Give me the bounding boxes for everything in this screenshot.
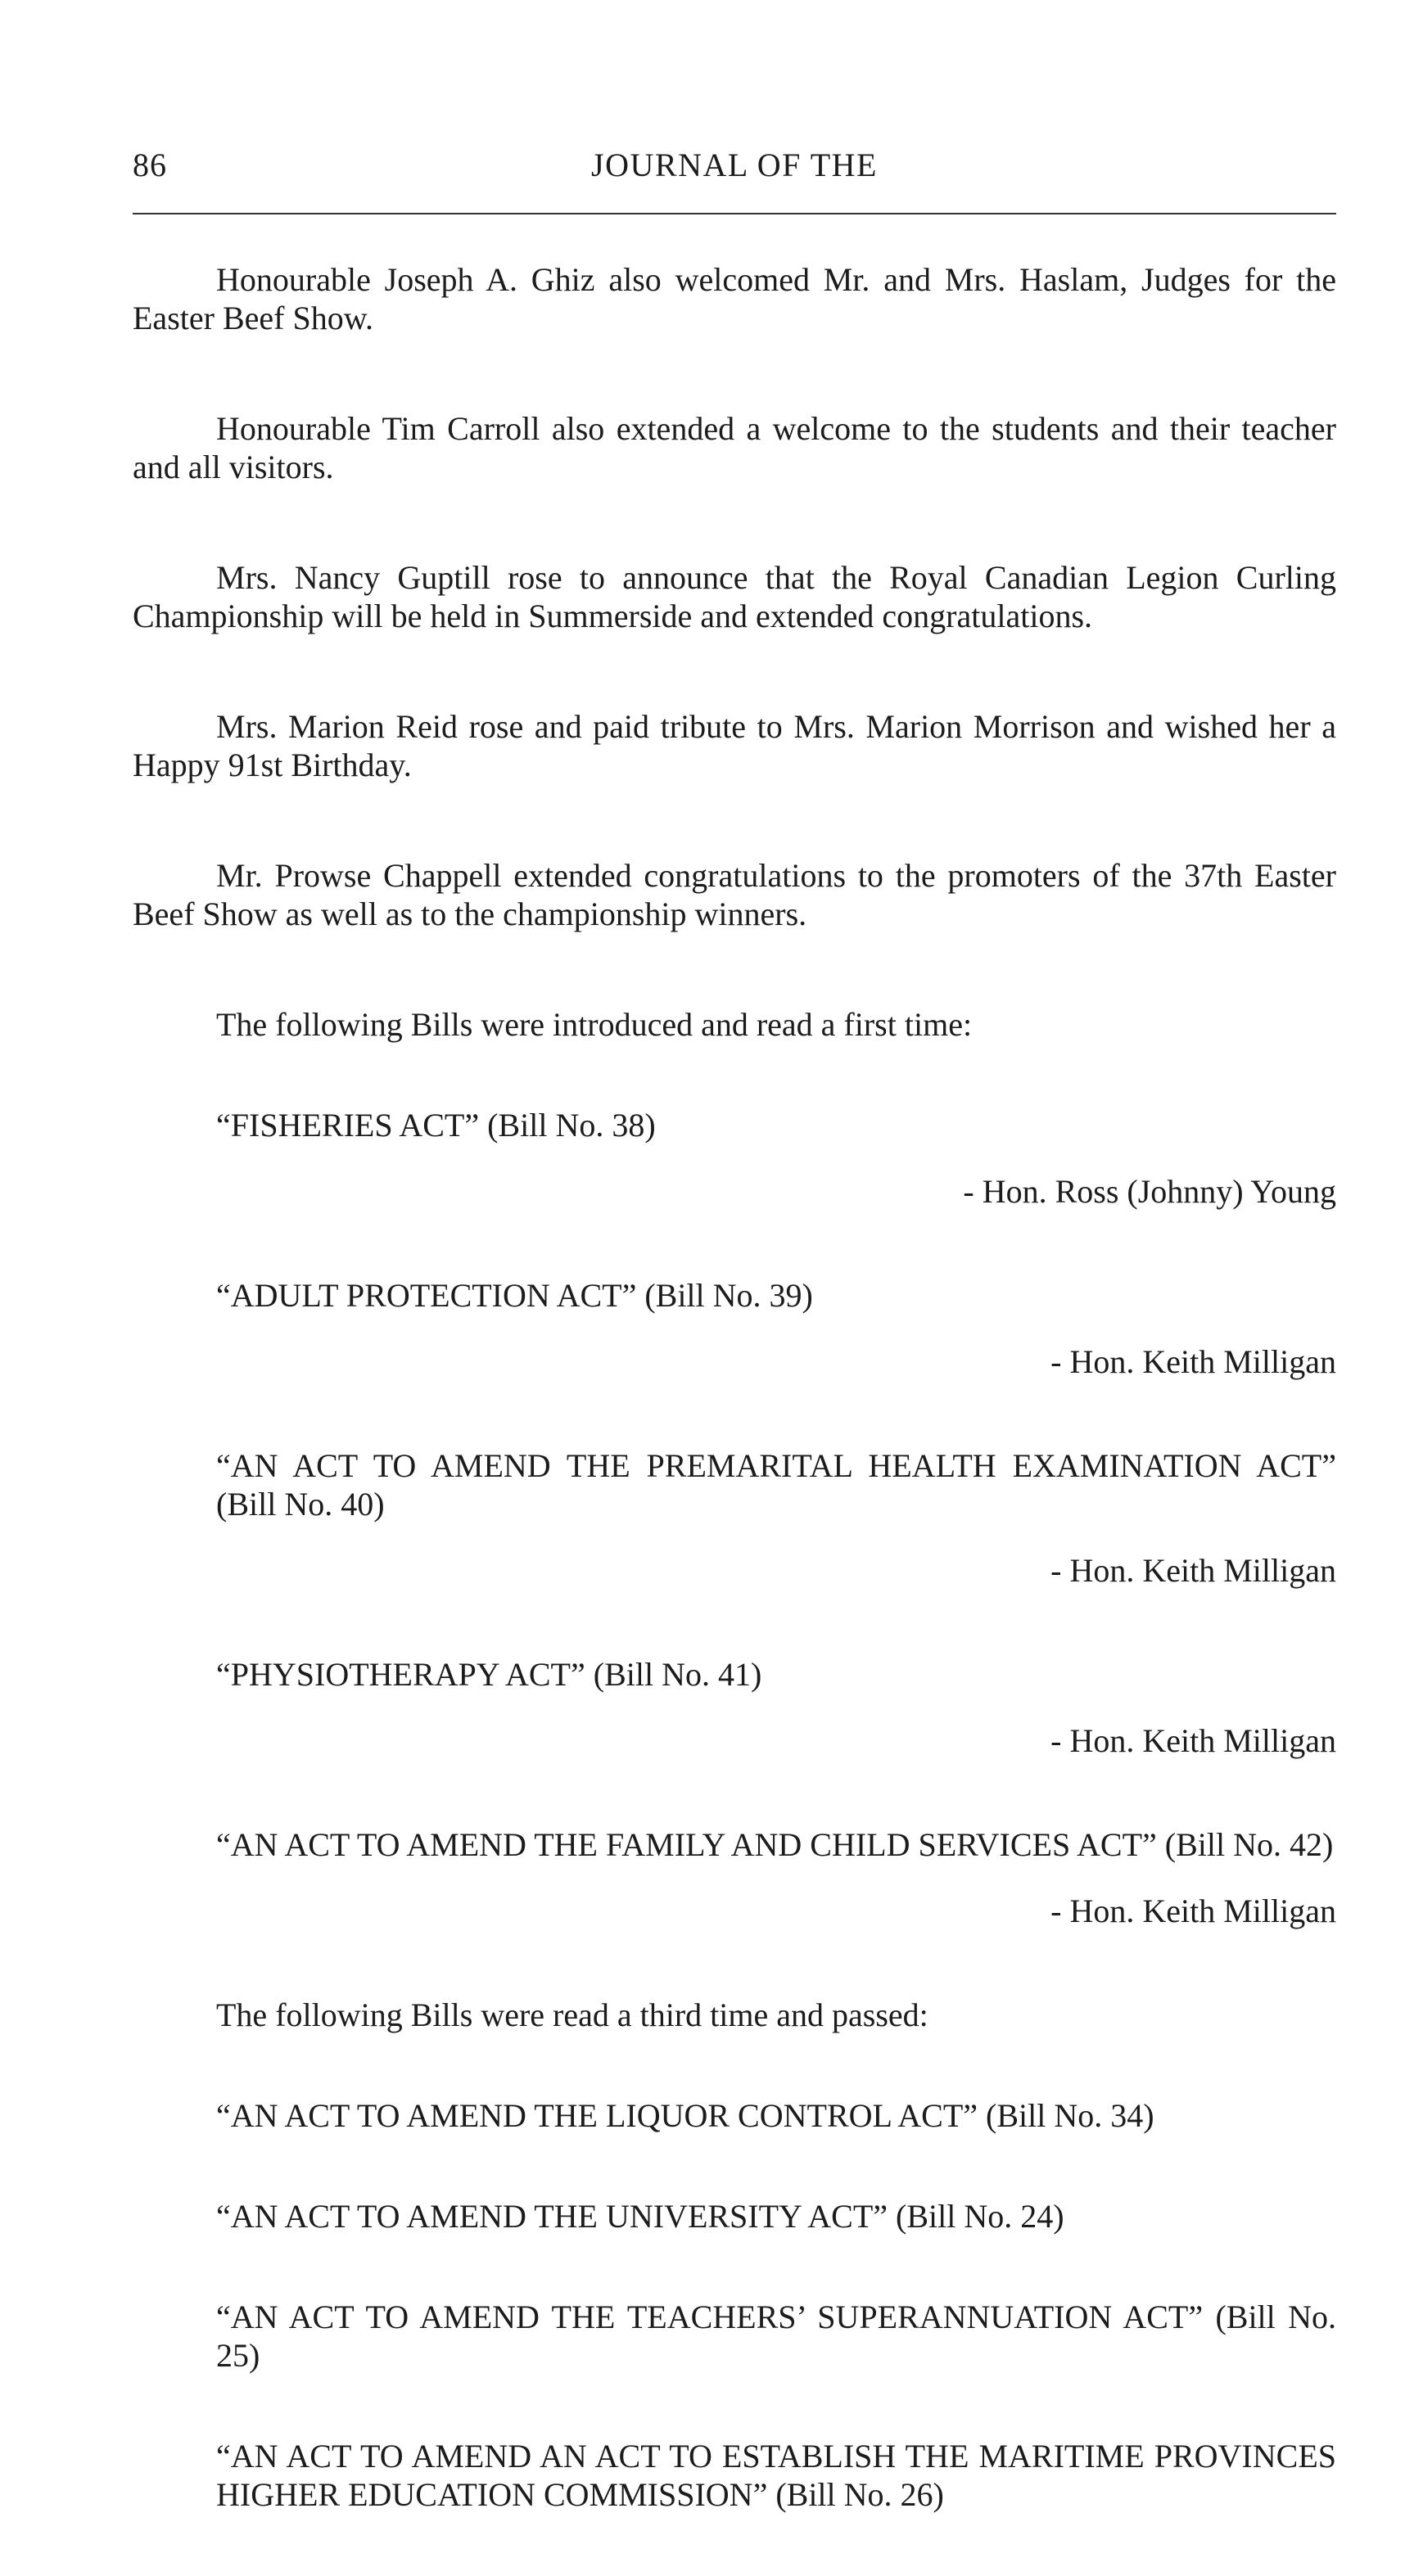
bill-title: “AN ACT TO AMEND AN ACT TO ESTABLISH THE MARITIME PROVINCES HIGHER EDUCATION COMMISSION” (Bill No. 26)	[216, 2438, 1336, 2513]
paragraph-chappell-congratulations: Mr. Prowse Chappell extended congratulations to the promoters of the 37th Easter Beef Show as well as to the championship winners.	[133, 857, 1336, 932]
paragraph-carroll-welcome: Honourable Tim Carroll also extended a welcome to the students and their teacher and all visitors.	[133, 410, 1336, 485]
header-rule	[133, 213, 1336, 214]
page-number: 86	[133, 147, 167, 183]
first-reading-intro: The following Bills were introduced and read a first time:	[216, 1006, 973, 1043]
paragraph-ghiz-welcome: Honourable Joseph A. Ghiz also welcomed Mr. and Mrs. Haslam, Judges for the Easter Beef Show.	[133, 261, 1336, 336]
journal-page	[133, 0, 1336, 2513]
third-reading-bill-list	[133, 2096, 1336, 2514]
paragraph-guptill-announcement: Mrs. Nancy Guptill rose to announce that the Royal Canadian Legion Curling Championship will be held in Summerside and extended congratulations.	[133, 559, 1336, 634]
bill-title: “AN ACT TO AMEND THE TEACHERS’ SUPERANNUATION ACT” (Bill No. 25)	[216, 2299, 1336, 2374]
bill-title: “AN ACT TO AMEND THE PREMARITAL HEALTH EXAMINATION ACT” (Bill No. 40)	[216, 1447, 1336, 1523]
bill-title: “PHYSIOTHERAPY ACT” (Bill No. 41)	[216, 1656, 762, 1693]
paragraph-reid-tribute: Mrs. Marion Reid rose and paid tribute to Mrs. Marion Morrison and wished her a Happy 91st Birthday.	[133, 708, 1336, 783]
bill-title: “AN ACT TO AMEND THE FAMILY AND CHILD SERVICES ACT” (Bill No. 42)	[216, 1826, 1334, 1863]
running-head	[133, 146, 1336, 192]
bill-title: “AN ACT TO AMEND THE UNIVERSITY ACT” (Bill No. 24)	[216, 2198, 1064, 2235]
bill-sponsor: - Hon. Ross (Johnny) Young	[963, 1173, 1336, 1210]
third-reading-intro: The following Bills were read a third time and passed:	[216, 1996, 928, 2033]
bill-sponsor: - Hon. Keith Milligan	[1050, 1552, 1336, 1589]
bill-sponsor: - Hon. Keith Milligan	[1050, 1722, 1336, 1759]
bill-title: “FISHERIES ACT” (Bill No. 38)	[216, 1107, 656, 1144]
journal-body	[133, 260, 1336, 2576]
bill-title: “ADULT PROTECTION ACT” (Bill No. 39)	[216, 1277, 813, 1314]
journal-title: JOURNAL OF THE	[591, 147, 878, 183]
bill-sponsor: - Hon. Keith Milligan	[1050, 1343, 1336, 1380]
first-reading-bill-list	[133, 1106, 1336, 1930]
bill-sponsor: - Hon. Keith Milligan	[1050, 1893, 1336, 1929]
bill-title: “AN ACT TO AMEND THE LIQUOR CONTROL ACT” (Bill No. 34)	[216, 2097, 1154, 2134]
